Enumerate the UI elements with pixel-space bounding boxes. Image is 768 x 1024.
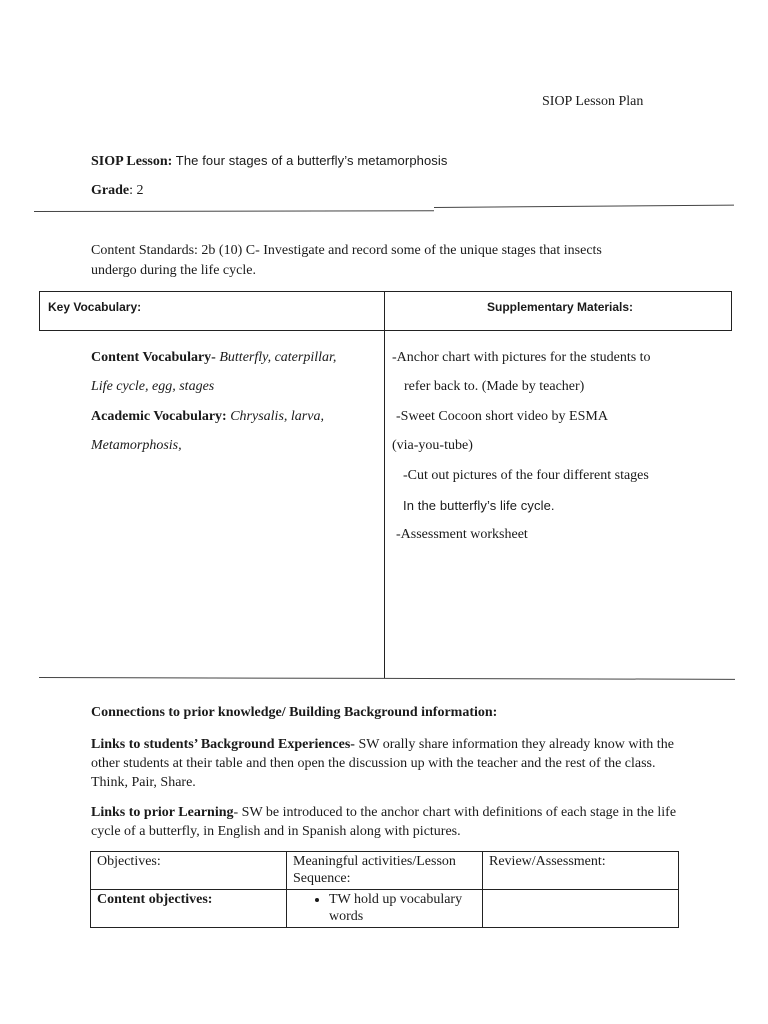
section-divider-vocabulary — [39, 677, 735, 680]
section-divider-top-right — [434, 205, 734, 208]
background-experiences-paragraph — [91, 735, 691, 792]
prior-learning-paragraph — [91, 803, 691, 841]
vocabulary-column-divider — [384, 330, 385, 678]
prior-learning-label: Links to prior Learning — [91, 805, 234, 820]
academic-vocabulary-line-1 — [91, 409, 324, 425]
academic-vocabulary-words-1: Chrysalis, larva, — [226, 409, 324, 424]
activity-list — [293, 891, 476, 925]
academic-vocabulary-words-2: Metamorphosis, — [91, 438, 182, 453]
vocabulary-header-box — [39, 291, 732, 331]
table-cell — [483, 890, 679, 928]
table-header-cell: Meaningful activities/Lesson Sequence: — [287, 852, 483, 890]
supplementary-materials-header: Supplementary Materials: — [487, 300, 634, 314]
supplementary-item: -Sweet Cocoon short video by ESMA — [396, 409, 608, 424]
content-standards-line-1: Content Standards: 2b (10) C- Investigate and record some of the unique stages that insects — [91, 243, 602, 258]
content-vocabulary-words-1: Butterfly, caterpillar, — [215, 350, 337, 365]
lesson-title: The four stages of a butterfly’s metamorphosis — [172, 153, 448, 168]
background-heading: Connections to prior knowledge/ Building Background information: — [91, 705, 498, 720]
table-header-cell: Review/Assessment: — [483, 852, 679, 890]
content-vocabulary-label: Content Vocabulary- — [91, 350, 216, 365]
background-experiences-label: Links to students’ Background Experiences- — [91, 737, 355, 752]
supplementary-item: -Cut out pictures of the four different stages — [403, 468, 649, 483]
grade-label: Grade — [91, 183, 130, 198]
table-header-cell: Objectives: — [91, 852, 287, 890]
supplementary-item: -Anchor chart with pictures for the students to — [392, 350, 651, 365]
objectives-table — [90, 851, 679, 928]
supplementary-item: refer back to. (Made by teacher) — [404, 379, 585, 394]
supplementary-item: In the butterfly’s life cycle. — [403, 498, 555, 513]
list-item: • TW hold up vocabulary words — [329, 891, 476, 925]
background-experiences-text: SW orally share information they already know with the other students at their table and then open the discussion up with the teacher and the rest of the class. Think, Pair, Share. — [91, 737, 674, 790]
key-vocabulary-header: Key Vocabulary: — [48, 300, 142, 314]
table-cell — [287, 890, 483, 928]
content-standards — [91, 241, 671, 281]
grade-line — [91, 183, 144, 199]
prior-learning-text: - SW be introduced to the anchor chart with definitions of each stage in the life cycle of a butterfly, in English and in Spanish along with pictures. — [91, 805, 677, 839]
vocabulary-header-divider — [384, 292, 385, 330]
lesson-title-line — [91, 153, 448, 170]
lesson-label: SIOP Lesson: — [91, 154, 173, 169]
table-header-row — [91, 852, 679, 890]
content-vocabulary-words-2: Life cycle, egg, stages — [91, 379, 215, 394]
document-header-title: SIOP Lesson Plan — [542, 94, 644, 109]
content-standards-line-2: undergo during the life cycle. — [91, 263, 256, 278]
table-row — [91, 890, 679, 928]
table-cell — [91, 890, 287, 928]
content-objectives-label: Content objectives: — [97, 892, 213, 907]
supplementary-item: (via-you-tube) — [392, 438, 473, 453]
content-vocabulary-line-2 — [91, 379, 214, 395]
academic-vocabulary-label: Academic Vocabulary: — [91, 409, 227, 424]
supplementary-item: -Assessment worksheet — [396, 527, 528, 542]
section-divider-top — [34, 210, 434, 212]
content-vocabulary-line-1 — [91, 350, 336, 366]
academic-vocabulary-line-2 — [91, 438, 182, 454]
grade-value: : 2 — [129, 183, 144, 198]
